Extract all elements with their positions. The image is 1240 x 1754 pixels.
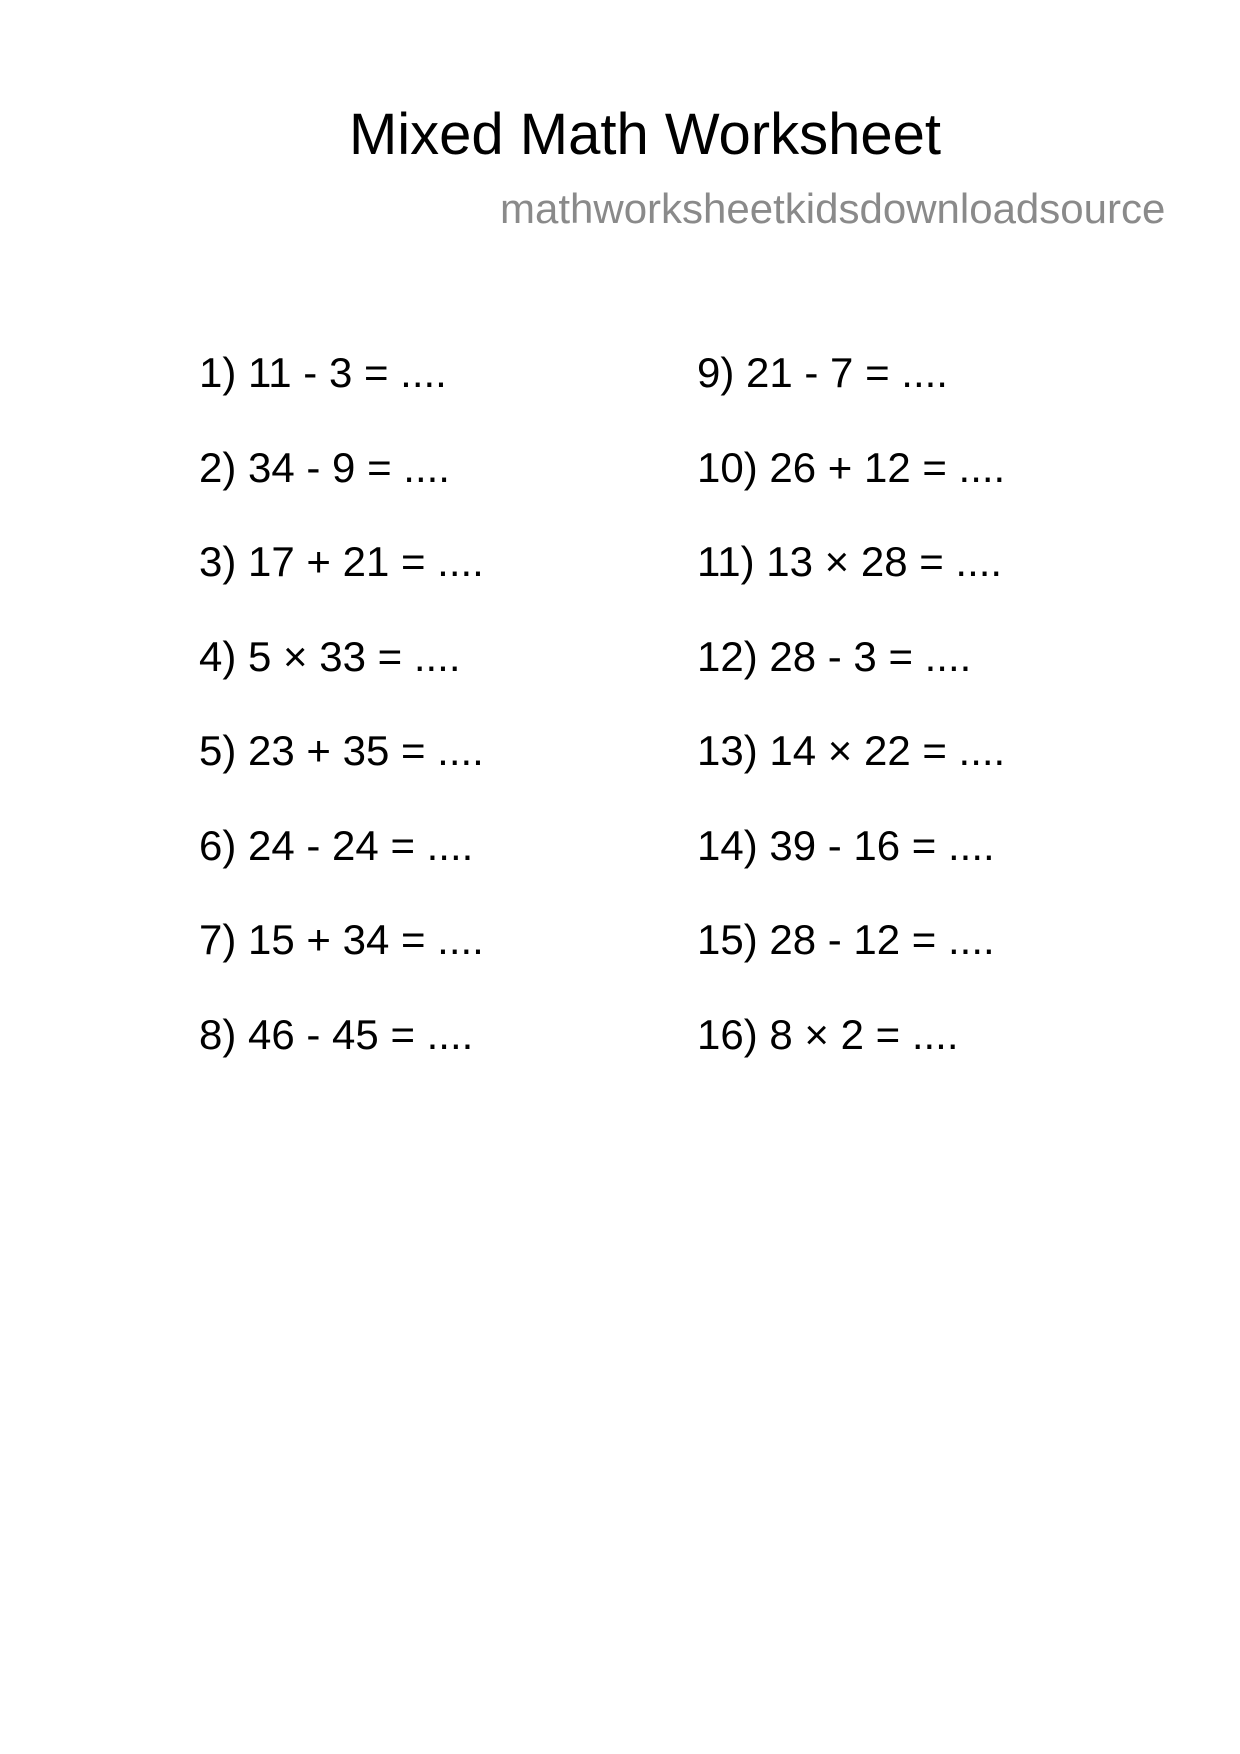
problem-1: 1) 11 - 3 = .... — [199, 349, 447, 396]
worksheet-title: Mixed Math Worksheet — [348, 102, 942, 167]
problem-12: 12) 28 - 3 = .... — [697, 632, 972, 680]
problem-7: 7) 15 + 34 = .... — [199, 916, 484, 963]
watermark-text: mathworksheetkidsdownloadsource — [500, 185, 1166, 232]
problem-column-right — [697, 348, 1005, 1104]
problem-10: 10) 26 + 12 = .... — [697, 443, 1006, 491]
problem-11: 11) 13 × 28 = .... — [697, 538, 1003, 585]
problem-3: 3) 17 + 21 = .... — [199, 538, 484, 585]
problem-2: 2) 34 - 9 = .... — [199, 443, 450, 491]
problem-15: 15) 28 - 12 = .... — [697, 916, 995, 963]
problem-8: 8) 46 - 45 = .... — [199, 1010, 474, 1058]
problem-5: 5) 23 + 35 = .... — [199, 727, 484, 774]
problem-6: 6) 24 - 24 = .... — [199, 821, 474, 869]
problem-16: 16) 8 × 2 = .... — [697, 1010, 959, 1058]
problem-column-left — [199, 348, 484, 1104]
problem-4: 4) 5 × 33 = .... — [199, 632, 461, 680]
problem-13: 13) 14 × 22 = .... — [697, 727, 1006, 774]
problem-14: 14) 39 - 16 = .... — [697, 821, 995, 869]
problem-9: 9) 21 - 7 = .... — [697, 349, 948, 396]
